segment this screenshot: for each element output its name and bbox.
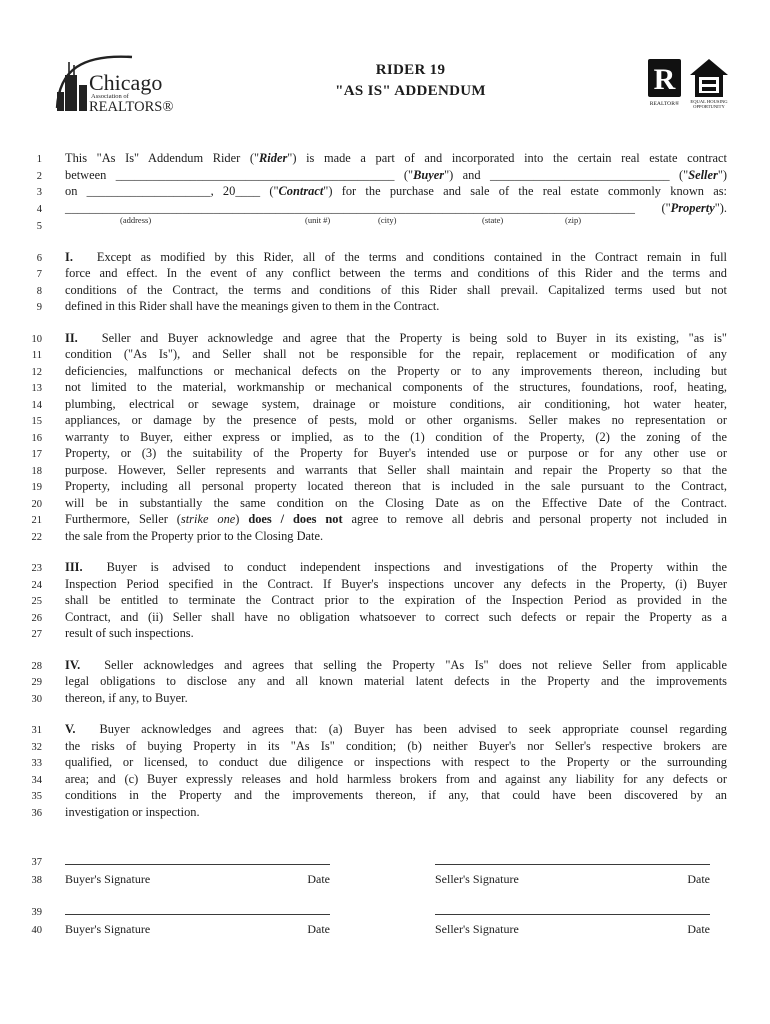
text-segment: will be in substantially the same condition on the Closing Date as on the Effective Date of the Contract.: [65, 495, 727, 510]
text-segment: ") and: [444, 167, 490, 182]
seller-name-blank[interactable]: _____________________________: [489, 167, 670, 182]
text-segment: Buyer acknowledges and agrees that: (a) Buyer has been advised to seek appropriate counsel regarding: [99, 722, 727, 736]
document-line: [0, 446, 770, 463]
line-number: 21: [31, 515, 42, 526]
seller-signature-label: Seller's Signature: [435, 921, 519, 936]
line-number: 27: [31, 629, 42, 640]
line-text: [65, 691, 727, 707]
line-text: [65, 560, 727, 576]
line-number: 7: [36, 269, 42, 280]
line-text: [65, 772, 727, 788]
line-number: 8: [36, 285, 42, 297]
buyer-signature-label: Buyer's Signature: [65, 921, 151, 936]
text-segment: defined in this Rider shall have the meanings given to them in the Contract.: [65, 299, 440, 313]
line-number: 3: [36, 187, 42, 198]
org-name-line2: Association of: [91, 93, 129, 100]
document-line: [0, 331, 770, 348]
buyer-signature-line[interactable]: [65, 851, 330, 865]
text-segment: result of such inspections.: [65, 626, 194, 640]
document-line: [0, 593, 770, 610]
line-number: 33: [31, 758, 42, 769]
document-line: [0, 610, 770, 627]
line-number: 22: [31, 531, 42, 543]
line-text: [65, 593, 727, 609]
document-line: [0, 430, 770, 447]
text-segment: Buyer: [413, 167, 445, 182]
paragraph: [0, 151, 770, 235]
seller-signature-line[interactable]: [435, 901, 710, 915]
line-text: [65, 184, 727, 200]
realtor-logo-icon: [647, 58, 683, 110]
text-segment: Property: [670, 200, 715, 215]
text-segment: Except as modified by this Rider, all of the terms and conditions contained in the Contract remain in full: [96, 249, 727, 264]
field-label: (state): [482, 215, 504, 225]
line-text: [65, 722, 727, 738]
buyer-signature-labels: [65, 871, 330, 888]
document-line: [0, 413, 770, 430]
text-segment: (": [634, 200, 671, 215]
text-segment: ): [235, 512, 249, 526]
line-number: 39: [31, 907, 42, 918]
signature-columns: [65, 901, 710, 915]
field-label: (unit #): [305, 215, 331, 225]
line-text: [65, 380, 727, 396]
line-text: [65, 168, 727, 184]
signature-label-line: [0, 871, 770, 889]
org-name-line1: Chicago: [89, 70, 163, 95]
line-number: 16: [31, 432, 42, 444]
text-segment: agree to remove all debris and personal property not included in: [342, 512, 727, 526]
line-number: 18: [31, 465, 42, 477]
line-text: [65, 347, 727, 363]
text-segment: investigation or inspection.: [65, 804, 200, 819]
line-number: 31: [31, 725, 42, 736]
signature-columns: [65, 851, 710, 865]
text-segment: deficiencies, malfunctions or mechanical defects on the Property or to any improvements thereon, including but: [65, 363, 727, 378]
signature-rule-line: [0, 851, 770, 871]
text-segment: warranty to Buyer, either express or implied, as to the (1) condition of the Property, (2) the zoning of the: [65, 429, 727, 444]
text-segment: Seller and Buyer acknowledge and agree that the Property is being sold to Buyer in its existing, "as is": [101, 330, 727, 345]
line-text: [65, 512, 727, 528]
line-text: [65, 283, 727, 299]
document-line: [0, 529, 770, 546]
line-number: 11: [31, 350, 42, 361]
text-segment: (": [669, 167, 689, 182]
seller-signature-column: [435, 851, 710, 865]
line-number: 5: [36, 221, 42, 232]
text-segment: conditions in the Property and the improvements thereon, if any, that could have been discovered by an: [65, 788, 727, 802]
line-number: 12: [31, 366, 42, 378]
realtor-mark-label: REALTOR®: [649, 101, 680, 107]
document-line: [0, 788, 770, 805]
text-segment: V.: [65, 722, 76, 736]
text-segment: Contract: [278, 184, 324, 198]
text-segment: purpose. However, Seller represents and warrants that Seller shall maintain and repair the Property so that the: [65, 462, 727, 477]
text-segment: Buyer is advised to conduct independent inspections and investigations of the Property within the: [106, 560, 727, 574]
text-segment: II.: [65, 330, 78, 345]
buyer-signature-labels: [65, 921, 330, 938]
seller-signature-label: Seller's Signature: [435, 871, 519, 886]
seller-signature-labels: [435, 921, 710, 938]
signature-label-line: [0, 921, 770, 939]
text-segment: This "As Is" Addendum Rider (": [65, 151, 260, 165]
contract-date-blank[interactable]: ____________________: [86, 184, 211, 198]
text-segment: Inspection Period specified in the Contract. If Buyer's inspections uncover any defects in the Property, (i) Buyer: [65, 576, 727, 591]
text-segment: area; and (c) Buyer expressly releases and hold harmless brokers from and against any liability for any defects or: [65, 771, 727, 786]
line-text: [65, 463, 727, 479]
buyer-name-blank[interactable]: _____________________________________________: [115, 167, 395, 182]
line-number: 15: [31, 416, 42, 427]
line-number: 24: [31, 579, 42, 591]
text-segment: ") for the purchase and sale of the real estate commonly known as:: [323, 184, 727, 198]
document-line: [0, 217, 770, 235]
line-number: 14: [31, 399, 42, 411]
line-text: [65, 299, 727, 315]
line-text: [65, 446, 727, 462]
line-text: [65, 496, 727, 512]
text-segment: on: [65, 184, 87, 198]
text-segment: shall be entitled to terminate the Contract prior to the expiration of the Inspection Period as provided in the: [65, 593, 727, 607]
document-line: [0, 151, 770, 168]
line-text: [65, 788, 727, 804]
date-label: Date: [687, 921, 710, 936]
text-segment: Property, including all personal property located thereon that is included in the sale pursuant to the Contract,: [65, 479, 727, 493]
line-number: 40: [31, 924, 42, 936]
org-name-line3: REALTORS®: [89, 99, 174, 115]
text-segment: force and effect. In the event of any conflict between the terms and conditions of this Rider and the terms and: [65, 266, 727, 280]
date-label: Date: [307, 921, 330, 936]
document-line: [0, 722, 770, 739]
text-segment: not limited to the material, workmanship or mechanical components of the structures, foundations, roof, heating,: [65, 380, 727, 394]
document-line: [0, 496, 770, 513]
text-segment: between: [65, 167, 116, 182]
buyer-signature-label: Buyer's Signature: [65, 871, 151, 886]
document-line: [0, 364, 770, 381]
text-segment: , 20: [210, 184, 236, 198]
field-label: (zip): [565, 215, 582, 225]
line-number: 1: [36, 154, 42, 165]
document-line: [0, 347, 770, 364]
line-text: [65, 364, 727, 380]
text-segment: appliances, or damage by the presence of pests, mold or other organisms. Seller makes no representation or: [65, 413, 727, 427]
document-line: [0, 463, 770, 480]
line-number: 26: [31, 612, 42, 624]
document-title-block: [174, 50, 647, 100]
field-labels-row: [65, 217, 727, 229]
text-segment: "): [717, 167, 727, 182]
buyer-signature-line[interactable]: [65, 901, 330, 915]
line-text: [65, 658, 727, 674]
line-text: [65, 413, 727, 429]
text-segment: (": [260, 184, 279, 198]
realtor-r-letter: R: [653, 63, 676, 96]
equal-housing-label-line1: EQUAL HOUSING: [690, 99, 728, 104]
line-text: [65, 479, 727, 495]
document-body: [0, 151, 770, 821]
paragraph: [0, 722, 770, 821]
document-line: [0, 739, 770, 756]
signature-rule-line: [0, 901, 770, 921]
line-number: 36: [31, 807, 42, 819]
text-segment: does / does not: [248, 512, 343, 526]
line-text: [65, 151, 727, 167]
document-line: [0, 380, 770, 397]
contract-year-blank[interactable]: ____: [235, 184, 261, 198]
line-text: [65, 626, 727, 642]
document-subtitle: "AS IS" ADDENDUM: [335, 83, 486, 99]
line-number: 29: [31, 677, 42, 688]
document-line: [0, 266, 770, 283]
seller-signature-labels: [435, 871, 710, 888]
line-number: 13: [31, 383, 42, 394]
line-number: 35: [31, 791, 42, 802]
text-segment: qualified, or licensed, to conduct due diligence or inspections with respect to the Property or the surrounding: [65, 755, 727, 769]
field-label: (address): [120, 215, 152, 225]
text-segment: Contract, and (ii) Seller shall have no obligation whatsoever to correct such defects or repair the Property as a: [65, 609, 727, 624]
line-number: 30: [31, 693, 42, 705]
paragraph: [0, 250, 770, 316]
text-segment: the risks of buying Property in its "As Is" condition; (b) neither Buyer's nor Seller's respective brokers are: [65, 738, 727, 753]
text-segment: Seller: [688, 167, 718, 182]
signature-columns: [65, 871, 710, 888]
document-line: [0, 283, 770, 300]
line-text: [65, 739, 727, 755]
text-segment: the sale from the Property prior to the Closing Date.: [65, 528, 324, 543]
paragraph: [0, 560, 770, 643]
line-number: 6: [36, 252, 42, 264]
line-number: 32: [31, 741, 42, 753]
text-segment: Rider: [259, 151, 288, 165]
line-text: [65, 755, 727, 771]
date-label: Date: [687, 871, 710, 886]
text-segment: thereon, if any, to Buyer.: [65, 690, 188, 705]
date-label: Date: [307, 871, 330, 886]
line-text: [65, 610, 727, 626]
line-text: [65, 331, 727, 347]
signature-section: [0, 851, 770, 938]
text-segment: I.: [65, 249, 73, 264]
field-label: (city): [378, 215, 397, 225]
buyer-signature-column: [65, 901, 330, 915]
text-segment: legal obligations to disclose any and all known material latent defects in the Property and the improvements: [65, 674, 727, 688]
document-line: [0, 755, 770, 772]
text-segment: Seller acknowledges and agrees that selling the Property "As Is" does not relieve Seller from applicable: [104, 657, 727, 672]
line-text: [65, 577, 727, 593]
document-line: [0, 805, 770, 822]
text-segment: Property, or (3) the suitability of the Property for Buyer's intended use or purpose or for any other use or: [65, 446, 727, 460]
property-address-blank[interactable]: ____________________________________________________________________________________________: [65, 200, 635, 215]
text-segment: ").: [714, 200, 727, 215]
header: [0, 0, 770, 121]
document-line: [0, 674, 770, 691]
document-title: RIDER 19: [375, 62, 446, 78]
line-text: [65, 250, 727, 266]
text-segment: strike one: [180, 512, 236, 526]
document-line: [0, 577, 770, 594]
equal-housing-opportunity-icon: [688, 58, 730, 110]
equal-housing-label-line2: OPPORTUNITY: [693, 104, 725, 109]
line-number: 19: [31, 482, 42, 493]
document-line: [0, 512, 770, 529]
text-segment: Furthermore, Seller (: [65, 512, 181, 526]
signature-row-pair: [0, 901, 770, 938]
line-text: [65, 430, 727, 446]
text-segment: plumbing, electrical or sewage system, drainage or moisture conditions, air conditioning, hot water heater,: [65, 396, 727, 411]
document-line: [0, 626, 770, 643]
document-line: [0, 397, 770, 414]
line-number: 25: [31, 596, 42, 607]
line-number: 23: [31, 563, 42, 574]
line-number: 37: [31, 857, 42, 868]
line-number: 34: [31, 774, 42, 786]
document-line: [0, 691, 770, 708]
line-text: [65, 201, 727, 217]
line-number: 10: [31, 333, 42, 345]
document-line: [0, 250, 770, 267]
signature-row-pair: [0, 851, 770, 888]
document-line: [0, 658, 770, 675]
document-line: [0, 560, 770, 577]
document-line: [0, 772, 770, 789]
chicago-skyline-icon: [52, 50, 174, 116]
document-line: [0, 299, 770, 316]
line-number: 17: [31, 449, 42, 460]
text-segment: conditions of the Contract, the terms and conditions of this Rider shall prevail. Capitalized terms used but not: [65, 282, 727, 297]
text-segment: III.: [65, 560, 83, 574]
paragraph: [0, 658, 770, 708]
text-segment: (": [394, 167, 414, 182]
document-line: [0, 479, 770, 496]
line-number: 20: [31, 498, 42, 510]
document-line: [0, 168, 770, 185]
chicago-association-of-realtors-logo: [52, 50, 174, 121]
paragraph: [0, 331, 770, 546]
line-text: [65, 529, 727, 545]
signature-columns: [65, 921, 710, 938]
line-text: [65, 397, 727, 413]
line-number: 9: [36, 302, 42, 313]
text-segment: IV.: [65, 657, 81, 672]
document-line: [0, 184, 770, 201]
line-text: [65, 805, 727, 821]
text-segment: condition ("As Is"), and Seller shall not be responsible for the repair, replacement or modification of any: [65, 347, 727, 361]
line-text: [65, 266, 727, 282]
line-number: 28: [31, 660, 42, 672]
seller-signature-line[interactable]: [435, 851, 710, 865]
text-segment: ") is made a part of and incorporated into the certain real estate contract: [287, 151, 727, 165]
line-number: 4: [36, 203, 42, 215]
trademark-logos: [647, 50, 730, 110]
buyer-signature-column: [65, 851, 330, 865]
line-number: 2: [36, 170, 42, 182]
seller-signature-column: [435, 901, 710, 915]
line-text: [65, 674, 727, 690]
line-number: 38: [31, 874, 42, 886]
